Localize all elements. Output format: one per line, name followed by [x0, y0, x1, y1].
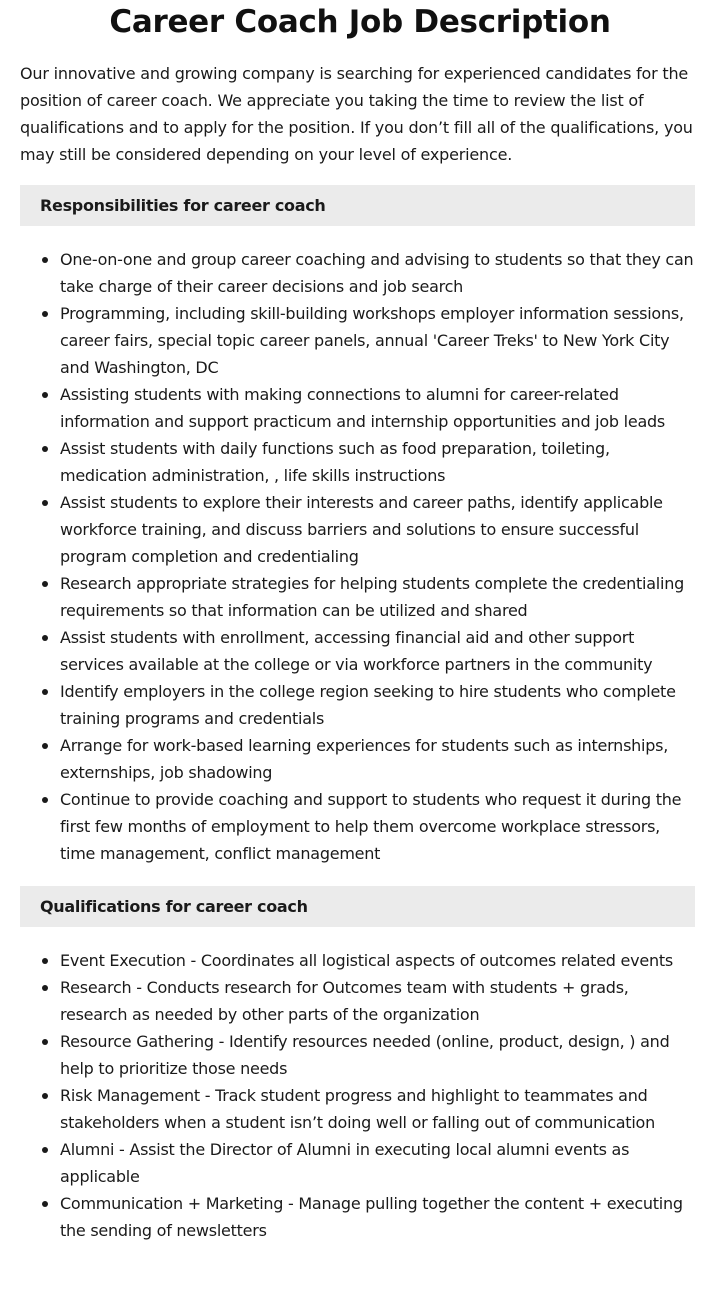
list-item: Assist students with daily functions such as food preparation, toileting, medication administration, , life skills instructions — [60, 435, 696, 489]
responsibilities-heading: Responsibilities for career coach — [20, 185, 695, 226]
list-item: Communication + Marketing - Manage pulling together the content + executing the sending of newsletters — [60, 1190, 696, 1244]
responsibilities-list — [0, 226, 696, 867]
list-item: Event Execution - Coordinates all logistical aspects of outcomes related events — [60, 947, 696, 974]
page-title: Career Coach Job Description — [109, 4, 611, 40]
list-item: Identify employers in the college region seeking to hire students who complete training programs and credentials — [60, 678, 696, 732]
list-item: Resource Gathering - Identify resources needed (online, product, design, ) and help to prioritize those needs — [60, 1028, 696, 1082]
list-item: Programming, including skill-building workshops employer information sessions, career fairs, special topic career panels, annual 'Career Treks' to New York City and Washington, DC — [60, 300, 696, 381]
list-item: Continue to provide coaching and support to students who request it during the first few months of employment to help them overcome workplace stressors, time management, conflict management — [60, 786, 696, 867]
qualifications-heading: Qualifications for career coach — [20, 886, 695, 927]
qualifications-list — [0, 927, 696, 1244]
intro-paragraph: Our innovative and growing company is searching for experienced candidates for the position of career coach. We appreciate you taking the time to review the list of qualifications and to apply for the position. If you don’t fill all of the qualifications, you may still be considered depending on your level of experience. — [20, 64, 693, 164]
list-item: Risk Management - Track student progress and highlight to teammates and stakeholders when a student isn’t doing well or falling out of communication — [60, 1082, 696, 1136]
list-item: Alumni - Assist the Director of Alumni in executing local alumni events as applicable — [60, 1136, 696, 1190]
list-item: Assist students to explore their interests and career paths, identify applicable workforce training, and discuss barriers and solutions to ensure successful program completion and credentialing — [60, 489, 696, 570]
list-item: Arrange for work-based learning experiences for students such as internships, externships, job shadowing — [60, 732, 696, 786]
list-item: Research - Conducts research for Outcomes team with students + grads, research as needed by other parts of the organization — [60, 974, 696, 1028]
list-item: Assisting students with making connections to alumni for career-related information and support practicum and internship opportunities and job leads — [60, 381, 696, 435]
list-item: Assist students with enrollment, accessing financial aid and other support services available at the college or via workforce partners in the community — [60, 624, 696, 678]
list-item: One-on-one and group career coaching and advising to students so that they can take charge of their career decisions and job search — [60, 246, 696, 300]
list-item: Research appropriate strategies for helping students complete the credentialing requirements so that information can be utilized and shared — [60, 570, 696, 624]
